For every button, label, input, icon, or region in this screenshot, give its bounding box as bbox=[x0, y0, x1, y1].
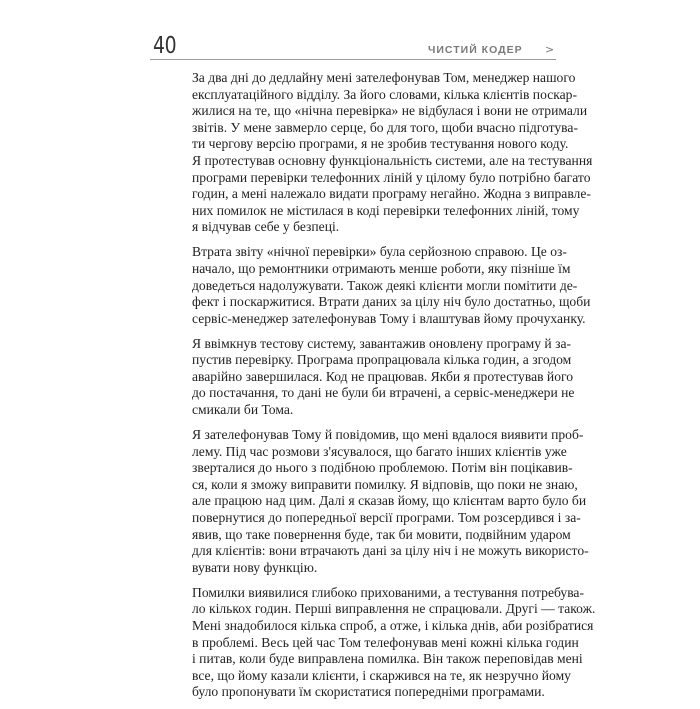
text-line: сервіс-менеджер зателефонував Тому і влаштував йому прочуханку. bbox=[192, 310, 586, 326]
paragraph bbox=[192, 335, 575, 419]
text-line: Втрата звіту «нічної перевірки» була серйозною справою. Це оз- bbox=[192, 244, 567, 260]
running-head: ЧИСТИЙ КОДЕР bbox=[428, 44, 523, 56]
text-line: експлуатаційного відділу. За його словами, кілька клієнтів поскар- bbox=[192, 86, 577, 102]
text-line: Я протестував основну функціональність системи, але на тестування bbox=[192, 152, 593, 168]
header-rule bbox=[150, 59, 556, 60]
text-line: і питав, коли буде виправлена помилка. Він також переповідав мені bbox=[192, 651, 583, 667]
page-number: 40 bbox=[153, 33, 177, 59]
paragraph bbox=[192, 244, 591, 327]
text-line: до постачання, то дані не були би втрачені, а сервіс-менеджери не bbox=[192, 385, 575, 401]
text-line: них помилок не містилася в коді перевірки телефонних ліній, тому bbox=[192, 202, 580, 218]
text-line: програми перевірки телефонних ліній у цілому було потрібно багато bbox=[192, 169, 591, 185]
text-line: було пропонувати їм скористатися попередніми програмами. bbox=[192, 684, 545, 700]
text-line: жилися на те, що «нічна перевірка» не відбулася і вони не отримали bbox=[192, 103, 588, 119]
text-line: я відчував себе у безпеці. bbox=[192, 219, 340, 235]
text-line: Помилки виявилися глибоко прихованими, а тестування потребува- bbox=[192, 584, 584, 600]
text-line: але працюю над цим. Далі я сказав йому, що клієнтам варто було би bbox=[192, 493, 587, 509]
chevron-right-icon: > bbox=[545, 43, 555, 56]
paragraph bbox=[192, 70, 593, 236]
text-line: зверталися до нього з подібною проблемою. Потім він поцікавив- bbox=[192, 460, 573, 476]
text-line: фект і поскаржитися. Втрати даних за цілу ніч було достатньо, щоби bbox=[192, 294, 591, 310]
text-line: ся, коли я зможу виправити помилку. Я відповів, що поки не знаю, bbox=[192, 476, 578, 492]
text-line: в проблемі. Весь цей час Том телефонував мені кожні кілька годин bbox=[192, 634, 579, 650]
paragraph bbox=[192, 584, 596, 701]
text-line: начало, що ремонтники отримають менше роботи, яку пізніше їм bbox=[192, 260, 571, 276]
paragraph bbox=[192, 427, 589, 576]
text-line: ло кількох годин. Перші виправлення не спрацювали. Другі — також. bbox=[192, 601, 596, 617]
text-line: пустив перевірку. Програма пропрацювала кілька годин, а згодом bbox=[192, 352, 572, 368]
text-line: доведеться надолужувати. Також деякі клієнти могли помітити де- bbox=[192, 277, 578, 293]
text-line: все, що йому казали клієнти, і скаржився на те, як незручно йому bbox=[192, 667, 571, 683]
body-text bbox=[192, 70, 596, 709]
text-line: лему. Під час розмови з'ясувалося, що багато інших клієнтів уже bbox=[192, 443, 567, 459]
text-line: смикали би Тома. bbox=[192, 402, 294, 418]
text-line: Я ввімкнув тестову систему, завантажив оновлену програму й за- bbox=[192, 335, 572, 351]
text-line: повернутися до попередньої версії програми. Том розсердився і за- bbox=[192, 510, 581, 526]
text-line: Я зателефонував Тому й повідомив, що мені вдалося виявити проб- bbox=[192, 427, 584, 443]
text-line: для клієнтів: вони втрачають дані за цілу ніч і не можуть використо- bbox=[192, 543, 589, 559]
text-line: вувати нову функцію. bbox=[192, 559, 318, 575]
text-line: годин, а мені належало видати програму негайно. Жодна з виправле- bbox=[192, 186, 591, 202]
text-line: ти чергову версію програми, я не зробив тестування нового коду. bbox=[192, 136, 569, 152]
text-line: звітів. У мене завмерло серце, бо для того, щоби вчасно підготува- bbox=[192, 119, 578, 135]
text-line: явив, що таке повернення буде, так би мовити, подвійним ударом bbox=[192, 526, 571, 542]
text-line: аварійно завершилася. Код не працював. Якби я протестував його bbox=[192, 368, 574, 384]
text-line: Мені знадобилося кілька спроб, а отже, і кілька днів, аби розібратися bbox=[192, 617, 594, 633]
text-line: За два дні до дедлайну мені зателефонував Том, менеджер нашого bbox=[192, 70, 576, 85]
